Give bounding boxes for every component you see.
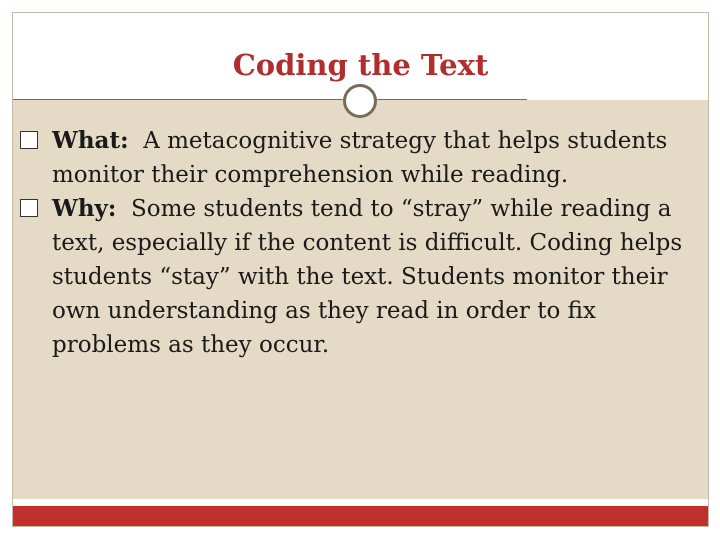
square-bullet-icon [20, 199, 38, 217]
square-bullet-icon [20, 131, 38, 149]
circle-ornament-icon [343, 84, 377, 118]
bottom-accent-bar [13, 506, 708, 526]
bullet-what [20, 124, 700, 192]
bullet-list [20, 124, 700, 362]
bullet-why [20, 192, 700, 362]
title-divider-left [13, 99, 343, 100]
bullet-label: What: [52, 127, 129, 154]
slide-title: Coding the Text [232, 48, 489, 82]
bullet-label: Why: [52, 195, 117, 222]
bullet-text: A metacognitive strategy that helps students monitor their comprehension while reading. [52, 128, 668, 188]
title-divider-right [377, 99, 527, 100]
bullet-text: Some students tend to “stray” while reading a text, especially if the content is difficult. Coding helps students “stay” with the text. Students monitor their own understanding as they read in order to fix problems as they occur. [52, 196, 683, 358]
